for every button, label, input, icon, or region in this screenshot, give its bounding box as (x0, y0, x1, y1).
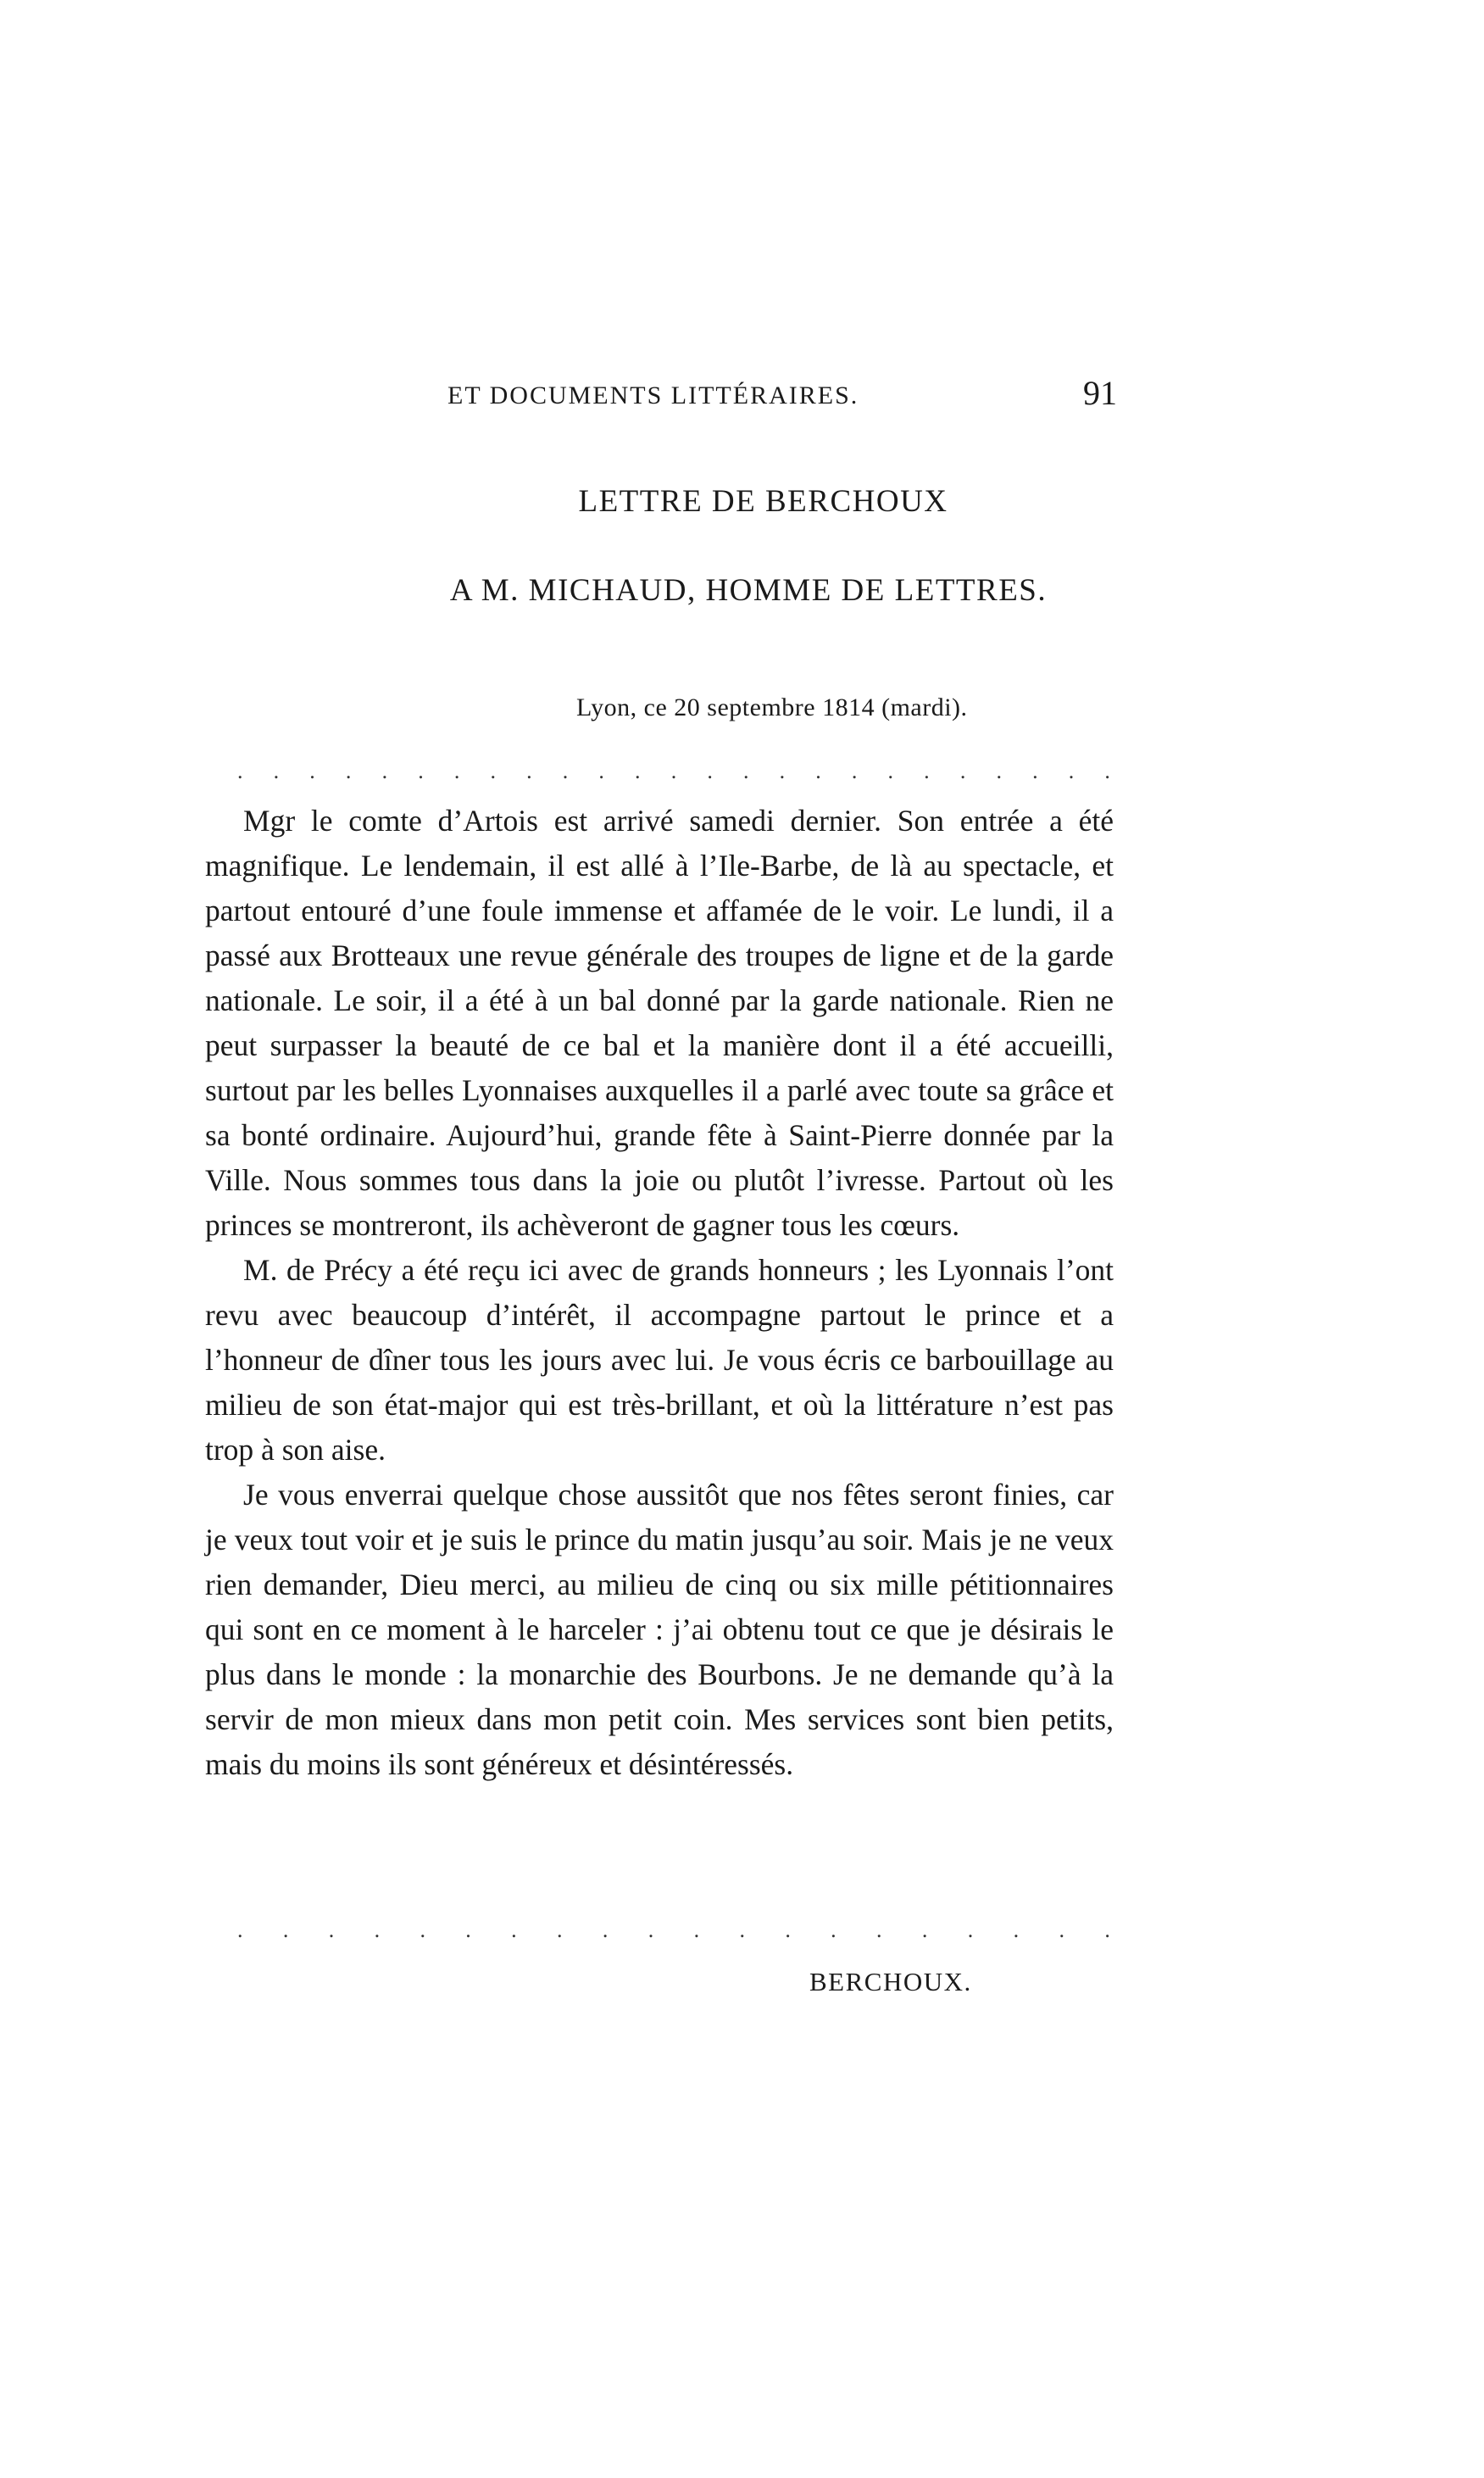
ellipsis-dot: . (453, 759, 460, 783)
paragraph-1: Mgr le comte d’Artois est arrivé samedi dernier. Son entrée a été magnifique. Le lendemain, il est allé à l’Ile-Barbe, de là au spectacle, et partout entouré d’une foule immense et affamée de le voir. Le lundi, il a passé aux Brotteaux une revue générale des troupes de ligne et de la garde nationale. Le soir, il a été à un bal donné par la garde nationale. Rien ne peut surpasser la beauté de ce bal et la manière dont il a été accueilli, surtout par les belles Lyonnaises auxquelles il a parlé avec toute sa grâce et sa bonté ordinaire. Aujourd’hui, grande fête à Saint-Pierre donnée par la Ville. Nous sommes tous dans la joie ou plutôt l’ivresse. Partout où les princes se montreront, ils achèveront de gagner tous les cœurs. (205, 804, 1114, 1242)
ellipsis-dot: . (693, 1918, 700, 1942)
ellipsis-dot: . (851, 759, 858, 783)
ellipsis-dot: . (1032, 759, 1038, 783)
ellipsis-dot: . (921, 1918, 928, 1942)
paragraph-3: Je vous enverrai quelque chose aussitôt que nos fêtes seront finies, car je veux tout voir et je suis le prince du matin jusqu’au soir. Mais je ne veux rien demander, Dieu merci, au milieu de cinq ou six mille pétitionnaires qui sont en ce moment à le harceler : j’ai obtenu tout ce que je désirais le plus dans le monde : la monarchie des Bourbons. Je ne demande qu’à la servir de mon mieux dans mon petit coin. Mes services sont bien petits, mais du moins ils sont généreux et désintéressés. (205, 1478, 1114, 1781)
page-number: 91 (1083, 374, 1117, 412)
letter-body (205, 799, 1114, 1787)
ellipsis-dot: . (345, 759, 352, 783)
ellipsis-dot: . (418, 759, 424, 783)
ellipsis-dot: . (1059, 1918, 1064, 1942)
ellipsis-dot: . (562, 759, 569, 783)
ellipsis-dot: . (876, 1918, 882, 1942)
ellipsis-dot: . (602, 1918, 609, 1942)
ellipsis-dot: . (635, 759, 641, 783)
letter-title: LETTRE DE BERCHOUX (578, 484, 948, 519)
dateline: Lyon, ce 20 septembre 1814 (mardi). (576, 693, 968, 721)
ellipsis-dot: . (707, 759, 713, 783)
ellipsis-dot: . (648, 1918, 654, 1942)
paragraph-2: M. de Précy a été reçu ici avec de grands honneurs ; les Lyonnais l’ont revu avec beaucoup d’intérêt, il accompagne partout le prince et a l’honneur de dîner tous les jours avec lui. Je vous écris ce barbouillage au milieu de son état-major qui est très-brillant, et où la littérature n’est pas trop à son aise. (205, 1253, 1114, 1467)
ellipsis-dot: . (1104, 1918, 1110, 1942)
ellipsis-dot: . (328, 1918, 335, 1942)
letter-subtitle: A M. MICHAUD, HOMME DE LETTRES. (449, 573, 1048, 608)
ellipsis-dot: . (282, 1918, 289, 1942)
signature: BERCHOUX. (809, 1967, 972, 1996)
ellipsis-row-top (237, 759, 1110, 784)
ellipsis-dot: . (273, 759, 280, 783)
ellipsis-row-bottom (237, 1918, 1110, 1943)
ellipsis-dot: . (924, 759, 930, 783)
ellipsis-dot: . (739, 1918, 745, 1942)
ellipsis-dot: . (420, 1918, 425, 1942)
ellipsis-dot: . (237, 1918, 243, 1942)
ellipsis-dot: . (1104, 759, 1110, 783)
running-head (447, 373, 1117, 415)
ellipsis-dot: . (381, 759, 388, 783)
ellipsis-dot: . (511, 1918, 517, 1942)
ellipsis-dot: . (598, 759, 604, 783)
ellipsis-dot: . (526, 759, 532, 783)
ellipsis-dot: . (557, 1918, 563, 1942)
ellipsis-dot: . (309, 759, 315, 783)
ellipsis-dot: . (490, 759, 496, 783)
running-title: ET DOCUMENTS LITTÉRAIRES. (447, 381, 859, 409)
ellipsis-dot: . (996, 759, 1002, 783)
ellipsis-dot: . (967, 1918, 974, 1942)
ellipsis-dot: . (887, 759, 894, 783)
ellipsis-dot: . (959, 759, 966, 783)
ellipsis-dot: . (1013, 1918, 1020, 1942)
ellipsis-dot: . (670, 759, 677, 783)
ellipsis-dot: . (815, 759, 821, 783)
ellipsis-dot: . (1068, 759, 1075, 783)
ellipsis-dot: . (465, 1918, 471, 1942)
ellipsis-dot: . (742, 759, 749, 783)
ellipsis-dot: . (374, 1918, 381, 1942)
ellipsis-dot: . (831, 1918, 836, 1942)
ellipsis-dot: . (779, 759, 786, 783)
ellipsis-dot: . (237, 759, 243, 783)
ellipsis-dot: . (785, 1918, 791, 1942)
